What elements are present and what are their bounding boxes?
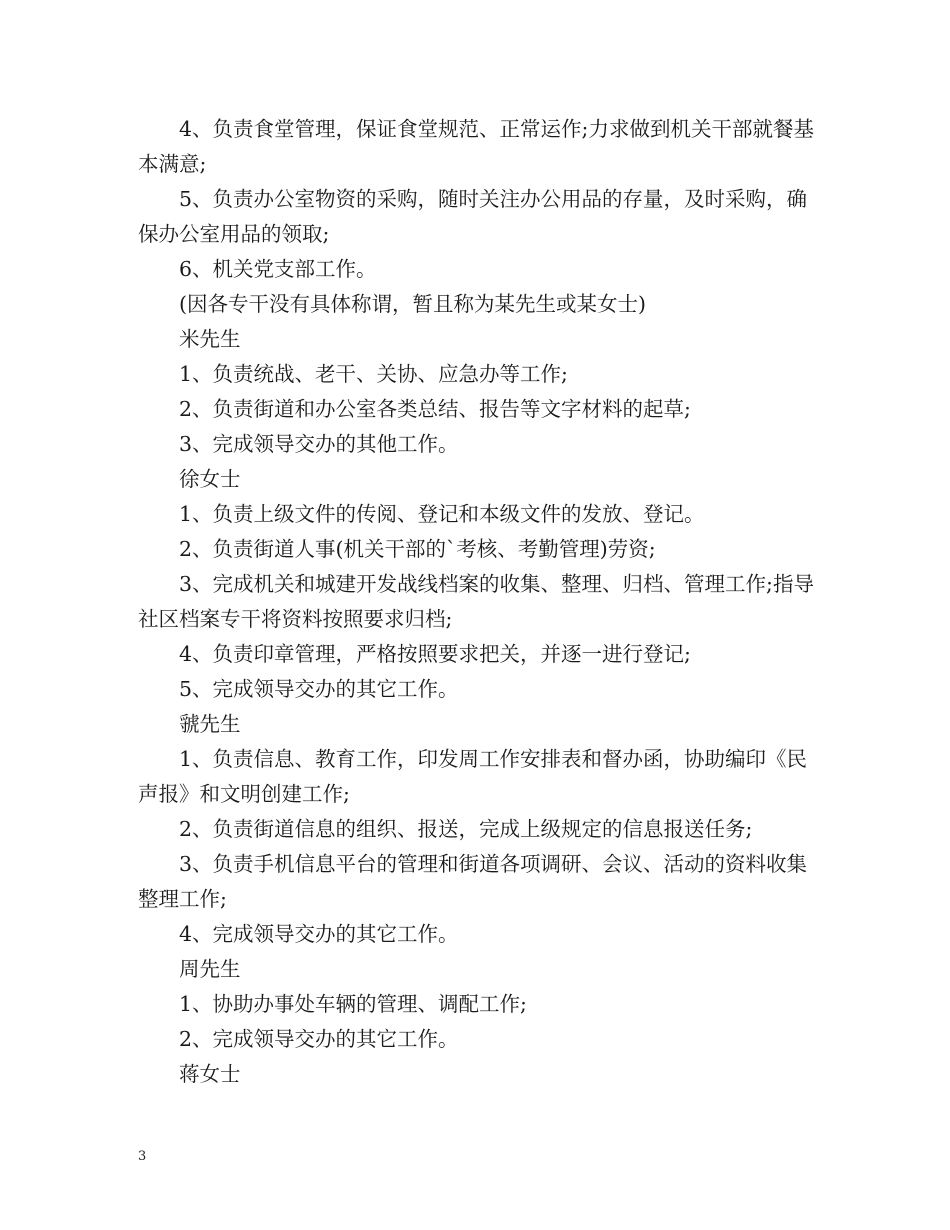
person-heading-mi: 米先生 [179,327,241,351]
paragraph-xu-3: 3、完成机关和城建开发战线档案的收集、整理、归档、管理工作;指导社区档案专干将资料按照要求归档; [138,572,814,631]
page-number: 3 [138,1149,147,1164]
paragraph-mi-2: 2、负责街道和办公室各类总结、报告等文字材料的起草; [179,397,691,421]
paragraph-guo-1: 1、负责信息、教育工作，印发周工作安排表和督办函，协助编印《民声报》和文明创建工作; [138,747,808,806]
person-heading-jiang: 蒋女士 [179,1062,241,1086]
paragraph-xu-1: 1、负责上级文件的传阅、登记和本级文件的发放、登记。 [179,502,705,526]
paragraph-guo-3: 3、负责手机信息平台的管理和街道各项调研、会议、活动的资料收集整理工作; [138,852,808,911]
paragraph-duty-4: 4、负责食堂管理，保证食堂规范、正常运作;力求做到机关干部就餐基本满意; [138,117,814,176]
paragraph-xu-4: 4、负责印章管理，严格按照要求把关，并逐一进行登记; [179,642,691,666]
paragraph-mi-1: 1、负责统战、老干、关协、应急办等工作; [179,362,568,386]
paragraph-duty-6: 6、机关党支部工作。 [179,257,377,281]
person-heading-xu: 徐女士 [179,467,241,491]
paragraph-zhou-1: 1、协助办事处车辆的管理、调配工作; [179,992,527,1016]
paragraph-xu-2: 2、负责街道人事(机关干部的`考核、考勤管理)劳资; [179,537,656,561]
paragraph-mi-3: 3、完成领导交办的其他工作。 [179,432,459,456]
paragraph-guo-4: 4、完成领导交办的其它工作。 [179,922,459,946]
paragraph-zhou-2: 2、完成领导交办的其它工作。 [179,1027,459,1051]
paragraph-guo-2: 2、负责街道信息的组织、报送，完成上级规定的信息报送任务; [179,817,753,841]
paragraph-xu-5: 5、完成领导交办的其它工作。 [179,677,459,701]
document-body [138,112,818,1092]
paragraph-note: (因各专干没有具体称谓，暂且称为某先生或某女士) [179,292,646,316]
person-heading-guo: 虢先生 [179,712,241,736]
person-heading-zhou: 周先生 [179,957,241,981]
paragraph-duty-5: 5、负责办公室物资的采购，随时关注办公用品的存量，及时采购，确保办公室用品的领取; [138,187,808,246]
